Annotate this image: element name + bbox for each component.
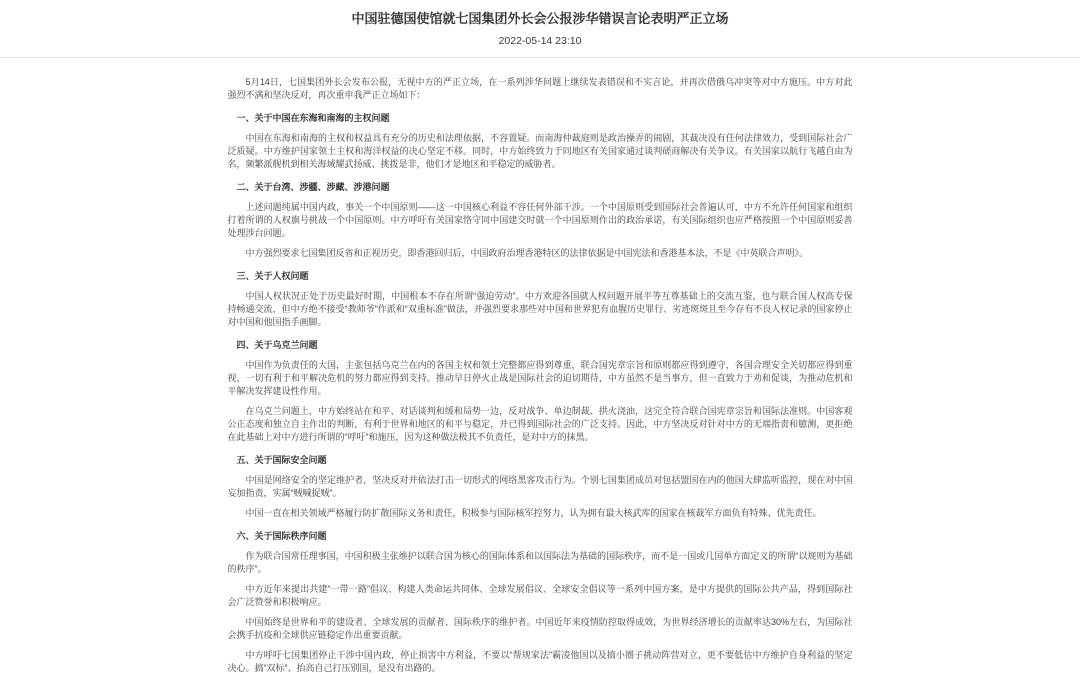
section-heading: 六、关于国际秩序问题 xyxy=(236,531,327,541)
paragraph: 中国一直在相关领域严格履行防扩散国际义务和责任，积极参与国际核军控努力，认为拥有最大核武库的国家在核裁军方面负有特殊、优先责任。 xyxy=(245,508,822,518)
paragraph: 中方近年来提出共建“一带一路”倡议、构建人类命运共同体、全球发展倡议、全球安全倡议等一系列中国方案，是中方提供的国际公共产品，得到国际社会广泛赞誉和积极响应。 xyxy=(227,584,853,607)
section-heading: 一、关于中国在东海和南海的主权问题 xyxy=(236,113,390,123)
paragraph: 中方呼吁七国集团停止干涉中国内政，停止损害中方利益，不要以“帮规家法”霸凌他国以及搞小圈子挑动阵营对立，更不要低估中方维护自身利益的坚定决心。搞“双标”、抬高自己打压别国，是没有出路的。 xyxy=(227,650,853,673)
paragraph: 中国人权状况正处于历史最好时期，中国根本不存在所谓“强迫劳动”。中方欢迎各国就人权问题开展平等互尊基础上的交流互鉴，也与联合国人权高专保持畅通交流，但中方绝不接受“教师爷”作派和“双重标准”做法，并强烈要求那些对中国和世界犯有血腥历史罪行、劣迹斑斑且至今存有不良人权记录的国家停止对中国和他国指手画脚。 xyxy=(227,291,853,327)
section-heading: 三、关于人权问题 xyxy=(236,271,309,281)
paragraph: 5月14日，七国集团外长会发布公报，无视中方的严正立场，在一系列涉华问题上继续发表错误和不实言论，并再次借俄乌冲突等对中方施压。中方对此强烈不满和坚决反对，再次重申我严正立场如下： xyxy=(227,77,853,100)
paragraph: 中国始终是世界和平的建设者、全球发展的贡献者、国际秩序的维护者。中国近年来疫情防控取得成效，为世界经济增长的贡献率达30%左右，为国际社会携手抗疫和全球供应链稳定作出重要贡献。 xyxy=(227,617,853,640)
publish-date: 2022-05-14 23:10 xyxy=(498,35,582,47)
paragraph: 中国作为负责任的大国，主张包括乌克兰在内的各国主权和领土完整都应得到尊重，联合国宪章宗旨和原则都应得到遵守，各国合理安全关切都应得到重视，一切有利于和平解决危机的努力都应得到支持。推动早日停火止战是国际社会的迫切期待，中方虽然不是当事方，但一直致力于劝和促谈，为推动危机和平解决发挥建设性作用。 xyxy=(227,360,853,396)
section-heading: 四、关于乌克兰问题 xyxy=(236,340,318,350)
paragraph: 在乌克兰问题上，中方始终站在和平、对话谈判和缓和局势一边，反对战争、单边制裁、拱火浇油，这完全符合联合国宪章宗旨和国际法准则。中国客观公正态度和独立自主作出的判断，有利于世界和地区的和平与稳定，并已得到国际社会的广泛支持。因此，中方坚决反对针对中方的无端指责和臆测，更拒绝在此基础上对中方进行所谓的“呼吁”和施压，因为这种做法极其不负责任，是对中方的抹黑。 xyxy=(227,406,853,442)
paragraph: 上述问题纯属中国内政，事关一个中国原则——这一中国核心利益不容任何外部干涉。一个中国原则受到国际社会普遍认可，中方不允许任何国家和组织打着所谓的人权旗号挑战一个中国原则。中方呼吁有关国家恪守同中国建交时就一个中国原则作出的政治承诺，有关国际组织也应严格按照一个中国原则妥善处理涉台问题。 xyxy=(227,202,853,238)
header-divider xyxy=(0,57,1080,58)
section-heading: 五、关于国际安全问题 xyxy=(236,455,327,465)
paragraph: 作为联合国常任理事国，中国积极主张维护以联合国为核心的国际体系和以国际法为基础的国际秩序，而不是一国或几国单方面定义的所谓“以规则为基础的秩序”。 xyxy=(227,551,853,574)
paragraph: 中国在东海和南海的主权和权益具有充分的历史和法理依据，不容置疑。而南海仲裁庭则是政治操弄的闹剧，其裁决没有任何法律效力，受到国际社会广泛质疑。中方维护国家领土主权和海洋权益的决心坚定不移。同时，中方始终致力于同地区有关国家通过谈判磋商解决有关争议。有关国家以航行飞越自由为名，频繁派舰机到相关海域耀武扬威、挑拨是非，他们才是地区和平稳定的威胁者。 xyxy=(227,133,853,169)
article-body xyxy=(228,76,853,675)
section-heading: 二、关于台湾、涉疆、涉藏、涉港问题 xyxy=(236,182,390,192)
article-header xyxy=(0,0,1080,48)
paragraph: 中方强烈要求七国集团反省和正视历史，即香港回归后，中国政府治理香港特区的法律依据是中国宪法和香港基本法，不是《中英联合声明》。 xyxy=(245,248,809,258)
page-title: 中国驻德国使馆就七国集团外长会公报涉华错误言论表明严正立场 xyxy=(351,11,729,26)
paragraph: 中国是网络安全的坚定维护者，坚决反对并依法打击一切形式的网络黑客攻击行为。个别七国集团成员对包括盟国在内的他国大肆监听监控，现在对中国妄加指责，实属“贼喊捉贼”。 xyxy=(227,475,853,498)
